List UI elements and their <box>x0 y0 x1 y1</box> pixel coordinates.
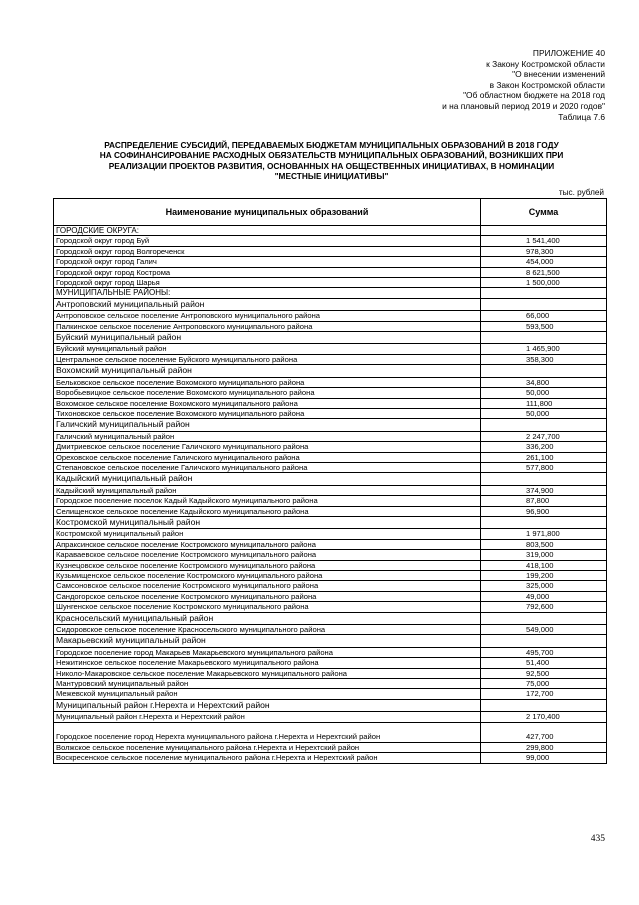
title-line: РАСПРЕДЕЛЕНИЕ СУБСИДИЙ, ПЕРЕДАВАЕМЫХ БЮДЖЕТАМ МУНИЦИПАЛЬНЫХ ОБРАЗОВАНИЙ В 2018 ГОДУ <box>104 140 559 150</box>
table-row <box>54 408 607 418</box>
subsidy-amount: 261,100 <box>481 452 607 462</box>
district-header-row <box>54 332 607 344</box>
subsidy-amount <box>481 612 607 624</box>
municipality-name: Шунгенское сельское поселение Костромского муниципального района <box>54 602 481 612</box>
table-body <box>54 226 607 764</box>
district-header-row <box>54 473 607 485</box>
municipality-name: Ореховское сельское поселение Галичского муниципального района <box>54 452 481 462</box>
subsidy-amount: 87,800 <box>481 496 607 506</box>
subsidy-amount: 50,000 <box>481 408 607 418</box>
municipality-name: Муниципальный район г.Нерехта и Нерехтский район <box>54 699 481 711</box>
table-row <box>54 506 607 516</box>
municipality-name: Костромской муниципальный район <box>54 529 481 539</box>
municipality-name: Воскресенское сельское поселение муниципального района г.Нерехта и Нерехтский район <box>54 753 481 763</box>
municipality-name: Кадыйский муниципальный район <box>54 473 481 485</box>
municipality-name: Кузьмищенское сельское поселение Костромского муниципального района <box>54 571 481 581</box>
table-row <box>54 377 607 387</box>
title-line: "МЕСТНЫЕ ИНИЦИАТИВЫ" <box>274 170 389 181</box>
municipality-name: Городской округ город Волгореченск <box>54 246 481 256</box>
municipality-name: Городское поселение город Нерехта муниципального района г.Нерехта и Нерехтский район <box>54 722 481 742</box>
subsidy-amount: 96,900 <box>481 506 607 516</box>
municipality-name: Городское поселение город Макарьев Макарьевского муниципального района <box>54 647 481 657</box>
appendix-header-line: ПРИЛОЖЕНИЕ 40 <box>532 48 605 58</box>
appendix-header-line: в Закон Костромской области <box>489 79 605 90</box>
municipality-name: Городской округ город Шарья <box>54 278 481 288</box>
table-row <box>54 452 607 462</box>
district-header-row <box>54 699 607 711</box>
municipality-name: Степановское сельское поселение Галичского муниципального района <box>54 462 481 472</box>
subsidy-amount: 593,500 <box>481 321 607 331</box>
subsidy-amount: 66,000 <box>481 311 607 321</box>
municipality-name: Николо-Макаровское сельское поселение Макарьевского муниципального района <box>54 668 481 678</box>
municipality-name: Костромской муниципальный район <box>54 516 481 528</box>
district-header-row <box>54 612 607 624</box>
subsidy-amount: 1 541,400 <box>481 236 607 246</box>
subsidy-amount: 495,700 <box>481 647 607 657</box>
subsidy-amount: 1 465,900 <box>481 344 607 354</box>
table-row <box>54 679 607 689</box>
subsidy-amount: 49,000 <box>481 591 607 601</box>
subsidy-amount: 199,200 <box>481 571 607 581</box>
subsidy-amount <box>481 226 607 236</box>
municipality-name: Вохомский муниципальный район <box>54 365 481 377</box>
municipality-name: Мантуровский муниципальный район <box>54 679 481 689</box>
district-header-row <box>54 635 607 647</box>
municipality-name: Вохомское сельское поселение Вохомского муниципального района <box>54 398 481 408</box>
appendix-header-line: "Об областном бюджете на 2018 год <box>463 90 605 101</box>
district-header-row <box>54 365 607 377</box>
subsidy-amount <box>481 332 607 344</box>
table-row <box>54 311 607 321</box>
district-header-row <box>54 516 607 528</box>
municipality-name: МУНИЦИПАЛЬНЫЕ РАЙОНЫ: <box>54 288 481 298</box>
district-header-row <box>54 298 607 310</box>
subsidy-amount <box>481 516 607 528</box>
column-header-sum: Сумма <box>481 199 607 226</box>
subsidy-amount: 1 500,000 <box>481 278 607 288</box>
subsidy-amount <box>481 365 607 377</box>
subsidy-amount: 172,700 <box>481 689 607 699</box>
municipality-name: Селищенское сельское поселение Кадыйского муниципального района <box>54 506 481 516</box>
municipality-name: Дмитриевское сельское поселение Галичского муниципального района <box>54 442 481 452</box>
municipality-name: Сидоровское сельское поселение Красносельского муниципального района <box>54 625 481 635</box>
subsidy-amount <box>481 473 607 485</box>
table-row <box>54 722 607 742</box>
page-number: 435 <box>590 834 605 844</box>
subsidy-amount: 99,000 <box>481 753 607 763</box>
table-row <box>54 539 607 549</box>
subsidy-amount: 454,000 <box>481 257 607 267</box>
subsidy-amount <box>481 699 607 711</box>
municipality-name: Тихоновское сельское поселение Вохомского муниципального района <box>54 408 481 418</box>
subsidy-amount: 978,300 <box>481 246 607 256</box>
table-row <box>54 625 607 635</box>
table-row <box>54 398 607 408</box>
column-header-name: Наименование муниципальных образований <box>54 199 481 226</box>
municipality-name: Галичский муниципальный район <box>54 419 481 431</box>
table-row <box>54 647 607 657</box>
table-row <box>54 442 607 452</box>
municipality-name: Городской округ город Буй <box>54 236 481 246</box>
municipality-name: Волжское сельское поселение муниципального района г.Нерехта и Нерехтский район <box>54 742 481 752</box>
table-row <box>54 712 607 722</box>
document-title <box>54 140 609 181</box>
table-row <box>54 496 607 506</box>
subsidy-amount: 51,400 <box>481 658 607 668</box>
table-row <box>54 246 607 256</box>
table-row <box>54 462 607 472</box>
table-row <box>54 431 607 441</box>
municipality-name: Центральное сельское поселение Буйского муниципального района <box>54 354 481 364</box>
table-row <box>54 550 607 560</box>
municipality-name: Сандогорское сельское поселение Костромского муниципального района <box>54 591 481 601</box>
municipality-name: Муниципальный район г.Нерехта и Нерехтский район <box>54 712 481 722</box>
subsidy-amount: 75,000 <box>481 679 607 689</box>
table-row <box>54 581 607 591</box>
table-row <box>54 388 607 398</box>
table-row <box>54 257 607 267</box>
subsidy-amount: 2 170,400 <box>481 712 607 722</box>
section-header-row <box>54 226 607 236</box>
municipality-name: Макарьевский муниципальный район <box>54 635 481 647</box>
municipality-name: Нежитинское сельское поселение Макарьевского муниципального района <box>54 658 481 668</box>
table-row <box>54 321 607 331</box>
table-row <box>54 529 607 539</box>
table-row <box>54 668 607 678</box>
appendix-header-line: и на плановый период 2019 и 2020 годов" <box>442 100 605 111</box>
table-row <box>54 658 607 668</box>
municipality-name: Городское поселение поселок Кадый Кадыйского муниципального района <box>54 496 481 506</box>
municipality-name: Кадыйский муниципальный район <box>54 485 481 495</box>
title-line: РЕАЛИЗАЦИИ ПРОЕКТОВ РАЗВИТИЯ, ОСНОВАННЫХ НА ОБЩЕСТВЕННЫХ ИНИЦИАТИВАХ, В НОМИНАЦИИ <box>108 160 555 171</box>
municipality-name: Галичский муниципальный район <box>54 431 481 441</box>
table-row <box>54 689 607 699</box>
municipality-name: Антроповское сельское поселение Антроповского муниципального района <box>54 311 481 321</box>
table-row <box>54 485 607 495</box>
appendix-header-line: Таблица 7.6 <box>558 111 605 122</box>
subsidy-amount: 2 247,700 <box>481 431 607 441</box>
subsidy-amount: 418,100 <box>481 560 607 570</box>
table-row <box>54 267 607 277</box>
section-header-row <box>54 288 607 298</box>
subsidy-amount: 111,800 <box>481 398 607 408</box>
table-row <box>54 560 607 570</box>
subsidy-amount: 299,800 <box>481 742 607 752</box>
subsidy-amount: 34,800 <box>481 377 607 387</box>
subsidy-amount: 374,900 <box>481 485 607 495</box>
municipality-name: Кузнецовское сельское поселение Костромского муниципального района <box>54 560 481 570</box>
municipality-name: Городской округ город Кострома <box>54 267 481 277</box>
title-line: НА СОФИНАНСИРОВАНИЕ РАСХОДНЫХ ОБЯЗАТЕЛЬСТВ МУНИЦИПАЛЬНЫХ ОБРАЗОВАНИЙ, ВОЗНИКШИХ ПРИ <box>99 150 564 161</box>
table-header-row <box>54 199 607 226</box>
municipality-name: Палкинское сельское поселение Антроповского муниципального района <box>54 321 481 331</box>
municipality-name: Буйский муниципальный район <box>54 344 481 354</box>
subsidy-amount <box>481 635 607 647</box>
table-row <box>54 753 607 763</box>
subsidy-amount <box>481 288 607 298</box>
subsidy-amount <box>481 419 607 431</box>
subsidy-amount: 1 971,800 <box>481 529 607 539</box>
table-row <box>54 344 607 354</box>
subsidy-amount: 427,700 <box>481 722 607 742</box>
municipality-name: Воробьевицкое сельское поселение Вохомского муниципального района <box>54 388 481 398</box>
units-label: тыс. рублей <box>558 188 604 197</box>
municipality-name: Караваевское сельское поселение Костромского муниципального района <box>54 550 481 560</box>
subsidy-table <box>53 198 607 764</box>
table-row <box>54 278 607 288</box>
municipality-name: Антроповский муниципальный район <box>54 298 481 310</box>
subsidy-amount: 92,500 <box>481 668 607 678</box>
subsidy-amount: 358,300 <box>481 354 607 364</box>
subsidy-amount: 336,200 <box>481 442 607 452</box>
table-row <box>54 354 607 364</box>
subsidy-amount: 319,000 <box>481 550 607 560</box>
subsidy-amount: 50,000 <box>481 388 607 398</box>
subsidy-amount: 577,800 <box>481 462 607 472</box>
municipality-name: Красносельский муниципальный район <box>54 612 481 624</box>
district-header-row <box>54 419 607 431</box>
subsidy-amount: 792,600 <box>481 602 607 612</box>
municipality-name: Апраксинское сельское поселение Костромского муниципального района <box>54 539 481 549</box>
municipality-name: Межевской муниципальный район <box>54 689 481 699</box>
table-row <box>54 602 607 612</box>
subsidy-amount: 549,000 <box>481 625 607 635</box>
municipality-name: ГОРОДСКИЕ ОКРУГА: <box>54 226 481 236</box>
appendix-header <box>275 48 605 122</box>
table-row <box>54 742 607 752</box>
subsidy-amount: 8 621,500 <box>481 267 607 277</box>
municipality-name: Городской округ город Галич <box>54 257 481 267</box>
subsidy-amount: 325,000 <box>481 581 607 591</box>
appendix-header-line: "О внесении изменений <box>512 69 605 80</box>
municipality-name: Бельковское сельское поселение Вохомского муниципального района <box>54 377 481 387</box>
appendix-header-line: к Закону Костромской области <box>486 58 605 69</box>
subsidy-amount <box>481 298 607 310</box>
municipality-name: Буйский муниципальный район <box>54 332 481 344</box>
table-row <box>54 591 607 601</box>
table-row <box>54 236 607 246</box>
subsidy-amount: 803,500 <box>481 539 607 549</box>
table-row <box>54 571 607 581</box>
municipality-name: Самсоновское сельское поселение Костромского муниципального района <box>54 581 481 591</box>
